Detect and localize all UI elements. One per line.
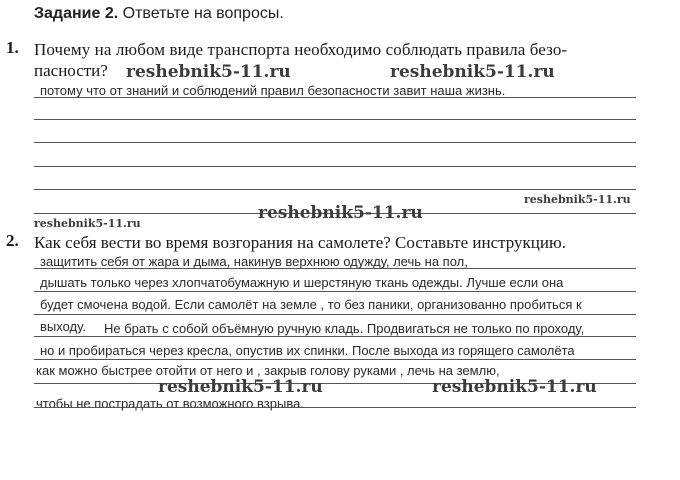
question-2-number: 2. — [6, 231, 19, 250]
answer-line — [34, 291, 636, 292]
task-instruction: Ответьте на вопросы. — [122, 5, 284, 22]
watermark: reshebnik5-11.ru — [258, 203, 423, 223]
watermark: reshebnik5-11.ru — [158, 377, 323, 397]
question-1-text-line-1: Почему на любом виде транспорта необходимо соблюдать правила безо- — [34, 40, 568, 59]
answer-2-line-5: но и пробираться через кресла, опустив их спинки. После выхода из горящего самолёта — [40, 343, 575, 358]
answer-2-line-6: как можно быстрее отойти от него и , закрыв голову руками , лечь на землю, — [36, 363, 500, 378]
answer-2-line-2: дышать только через хлопчатобумажную и шерстяную ткань одежды. Лучше если она — [40, 275, 564, 290]
answer-2-line-7: чтобы не пострадать от возможного взрыва. — [36, 396, 304, 411]
answer-line — [34, 142, 636, 143]
answer-line — [34, 166, 636, 167]
watermark: reshebnik5-11.ru — [126, 62, 291, 82]
watermark: reshebnik5-11.ru — [524, 193, 631, 206]
answer-2-line-4a: выходу. — [40, 319, 86, 334]
answer-line — [34, 97, 636, 98]
answer-2-line-4b: Не брать с собой объёмную ручную кладь. Продвигаться не только по проходу, — [104, 321, 585, 336]
question-1-text-line-2: пасности? — [34, 61, 108, 80]
watermark: reshebnik5-11.ru — [34, 217, 141, 230]
question-2-text-line-1: Как себя вести во время возгорания на самолете? Составьте инструкцию. — [34, 233, 566, 252]
answer-line — [34, 189, 636, 190]
task-header — [34, 5, 284, 23]
watermark: reshebnik5-11.ru — [390, 62, 555, 82]
answer-line — [34, 336, 636, 337]
answer-2-line-3: будет смочена водой. Если самолёт на земле , то без паники, организованно пробиться к — [40, 297, 582, 312]
answer-2-line-1: защитить себя от жара и дыма, накинув верхнюю одужду, лечь на пол, — [40, 254, 468, 269]
watermark: reshebnik5-11.ru — [432, 377, 597, 397]
task-label: Задание 2. — [34, 5, 119, 22]
answer-line — [34, 407, 636, 408]
answer-line — [34, 314, 636, 315]
answer-line — [34, 359, 636, 360]
answer-1-line-1: потому что от знаний и соблюдений правил безопасности завит наша жизнь. — [40, 83, 506, 98]
answer-line — [34, 268, 636, 269]
answer-line — [34, 119, 636, 120]
question-1-number: 1. — [6, 38, 19, 57]
